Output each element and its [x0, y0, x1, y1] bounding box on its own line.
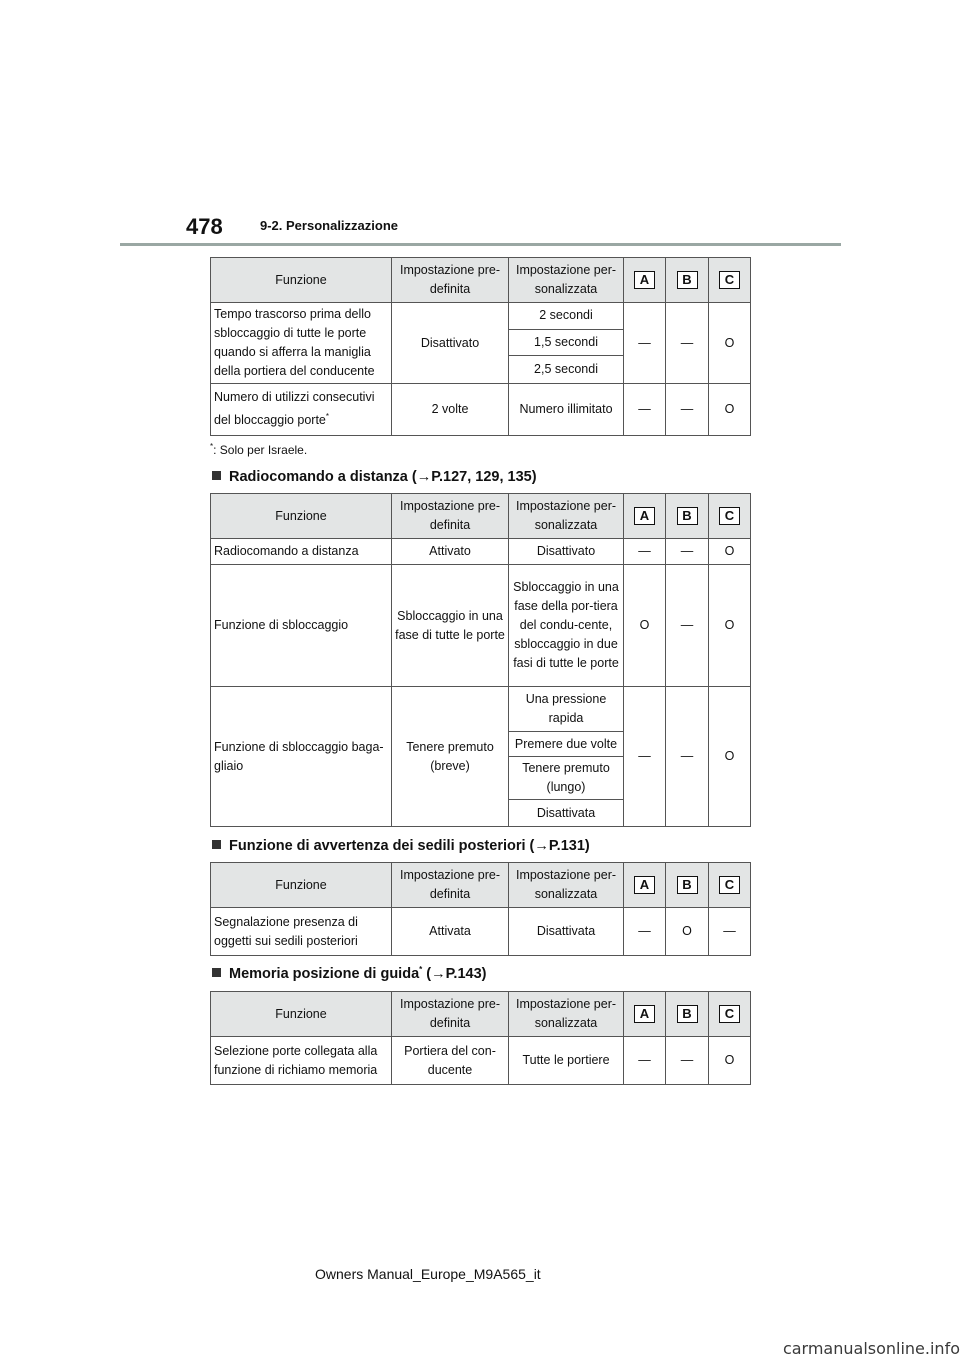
- cell-c: O: [709, 565, 751, 687]
- header-default: Impostazione pre-definita: [392, 494, 509, 539]
- cell-c: O: [709, 303, 751, 384]
- label-a-icon: A: [634, 1005, 655, 1023]
- cell-b: —: [666, 303, 709, 384]
- cell-a: —: [624, 687, 666, 827]
- table-row: [211, 539, 751, 565]
- label-b-icon: B: [677, 271, 698, 289]
- cell-default: Tenere premuto (breve): [392, 687, 509, 827]
- cell-b: —: [666, 384, 709, 436]
- header-function: Funzione: [211, 863, 392, 908]
- cell-default: 2 volte: [392, 384, 509, 436]
- header-b: [666, 992, 709, 1037]
- cell-c: O: [709, 687, 751, 827]
- label-a-icon: A: [634, 876, 655, 894]
- cell-custom-option: Una pressione rapida: [509, 687, 624, 732]
- cell-b: —: [666, 565, 709, 687]
- header-function: Funzione: [211, 258, 392, 303]
- label-a-icon: A: [634, 271, 655, 289]
- header-c: [709, 494, 751, 539]
- cell-a: O: [624, 565, 666, 687]
- header-b: [666, 494, 709, 539]
- header-c: [709, 992, 751, 1037]
- cell-default: Attivata: [392, 908, 509, 956]
- cell-custom-option: Tenere premuto (lungo): [509, 757, 624, 800]
- header-default: Impostazione pre-definita: [392, 258, 509, 303]
- cell-a: —: [624, 1037, 666, 1085]
- label-c-icon: C: [719, 1005, 740, 1023]
- cell-function: Selezione porte collegata alla funzione di richiamo memoria: [211, 1037, 392, 1085]
- bullet-square-icon: [212, 840, 221, 849]
- cell-b: O: [666, 908, 709, 956]
- cell-custom-option: 1,5 secondi: [509, 329, 624, 356]
- cell-c: —: [709, 908, 751, 956]
- subheading-text: Funzione di avvertenza dei sedili posteriori (→P.131): [229, 838, 590, 854]
- table-header-row: [211, 863, 751, 908]
- header-rule: [120, 243, 841, 246]
- bullet-square-icon: [212, 968, 221, 977]
- label-c-icon: C: [719, 876, 740, 894]
- footer-manual-id: Owners Manual_Europe_M9A565_it: [315, 1266, 541, 1282]
- footnote: [210, 442, 307, 457]
- subheading-text: Memoria posizione di guida: [229, 965, 420, 982]
- header-c: [709, 863, 751, 908]
- cell-c: O: [709, 384, 751, 436]
- subheading-driving-position: [212, 965, 486, 982]
- cell-b: —: [666, 539, 709, 565]
- table-row: [211, 908, 751, 956]
- cell-custom-option: 2 secondi: [509, 303, 624, 330]
- table-header-row: [211, 258, 751, 303]
- footnote-mark: *: [419, 965, 423, 974]
- subheading-text: Radiocomando a distanza (→P.127, 129, 135): [229, 469, 537, 485]
- section-title: 9-2. Personalizzazione: [260, 218, 398, 233]
- header-default: Impostazione pre-definita: [392, 992, 509, 1037]
- bullet-square-icon: [212, 471, 221, 480]
- header-default: Impostazione pre-definita: [392, 863, 509, 908]
- label-a-icon: A: [634, 507, 655, 525]
- header-a: [624, 992, 666, 1037]
- cell-default: Attivato: [392, 539, 509, 565]
- cell-custom-option: 2,5 secondi: [509, 356, 624, 384]
- cell-custom: Tutte le portiere: [509, 1037, 624, 1085]
- cell-a: —: [624, 303, 666, 384]
- cell-function: [211, 384, 392, 436]
- subheading-remote: [212, 469, 537, 485]
- header-custom: Impostazione per-sonalizzata: [509, 863, 624, 908]
- cell-default: Sbloccaggio in una fase di tutte le porte: [392, 565, 509, 687]
- cell-c: O: [709, 539, 751, 565]
- table-row: [211, 303, 751, 330]
- label-b-icon: B: [677, 1005, 698, 1023]
- cell-default: Disattivato: [392, 303, 509, 384]
- subheading-rear-seat: [212, 838, 590, 854]
- footnote-text: : Solo per Israele.: [213, 443, 308, 457]
- header-a: [624, 494, 666, 539]
- cell-b: —: [666, 1037, 709, 1085]
- label-b-icon: B: [677, 876, 698, 894]
- cell-a: —: [624, 384, 666, 436]
- table-header-row: [211, 992, 751, 1037]
- label-c-icon: C: [719, 507, 740, 525]
- table-door-settings: [210, 257, 751, 436]
- label-c-icon: C: [719, 271, 740, 289]
- header-custom: Impostazione per-sonalizzata: [509, 494, 624, 539]
- footnote-mark: *: [325, 412, 330, 422]
- cell-function: Radiocomando a distanza: [211, 539, 392, 565]
- cell-function: Funzione di sbloccaggio: [211, 565, 392, 687]
- table-row: [211, 687, 751, 732]
- header-function: Funzione: [211, 992, 392, 1037]
- header-custom: Impostazione per-sonalizzata: [509, 258, 624, 303]
- header-a: [624, 258, 666, 303]
- cell-function: Funzione di sbloccaggio baga-gliaio: [211, 687, 392, 827]
- cell-custom-option: Premere due volte: [509, 732, 624, 757]
- header-a: [624, 863, 666, 908]
- cell-b: —: [666, 687, 709, 827]
- cell-a: —: [624, 539, 666, 565]
- table-rear-seat: [210, 862, 751, 956]
- cell-function: Tempo trascorso prima dello sbloccaggio di tutte le porte quando si afferra la maniglia della portiera del conducente: [211, 303, 392, 384]
- cell-custom-option: Disattivata: [509, 800, 624, 827]
- cell-custom: Disattivata: [509, 908, 624, 956]
- cell-custom: Disattivato: [509, 539, 624, 565]
- header-custom: Impostazione per-sonalizzata: [509, 992, 624, 1037]
- footnote-mark: *: [210, 442, 214, 451]
- cell-a: —: [624, 908, 666, 956]
- table-remote: [210, 493, 751, 827]
- cell-c: O: [709, 1037, 751, 1085]
- label-b-icon: B: [677, 507, 698, 525]
- header-b: [666, 863, 709, 908]
- cell-function-text: Numero di utilizzi consecutivi del bloccaggio porte: [214, 390, 375, 428]
- cell-function: Segnalazione presenza di oggetti sui sedili posteriori: [211, 908, 392, 956]
- cell-custom: Sbloccaggio in una fase della por-tiera del condu-cente, sbloccaggio in due fasi di tutte le porte: [509, 565, 624, 687]
- header-function: Funzione: [211, 494, 392, 539]
- cell-default: Portiera del con-ducente: [392, 1037, 509, 1085]
- table-row: [211, 565, 751, 687]
- subheading-ref: (→P.143): [422, 965, 487, 982]
- table-driving-position: [210, 991, 751, 1085]
- page-number: 478: [186, 214, 223, 239]
- cell-custom: Numero illimitato: [509, 384, 624, 436]
- header-b: [666, 258, 709, 303]
- table-header-row: [211, 494, 751, 539]
- header-c: [709, 258, 751, 303]
- watermark: carmanualsonline.info: [782, 1339, 960, 1358]
- table-row: [211, 384, 751, 436]
- table-row: [211, 1037, 751, 1085]
